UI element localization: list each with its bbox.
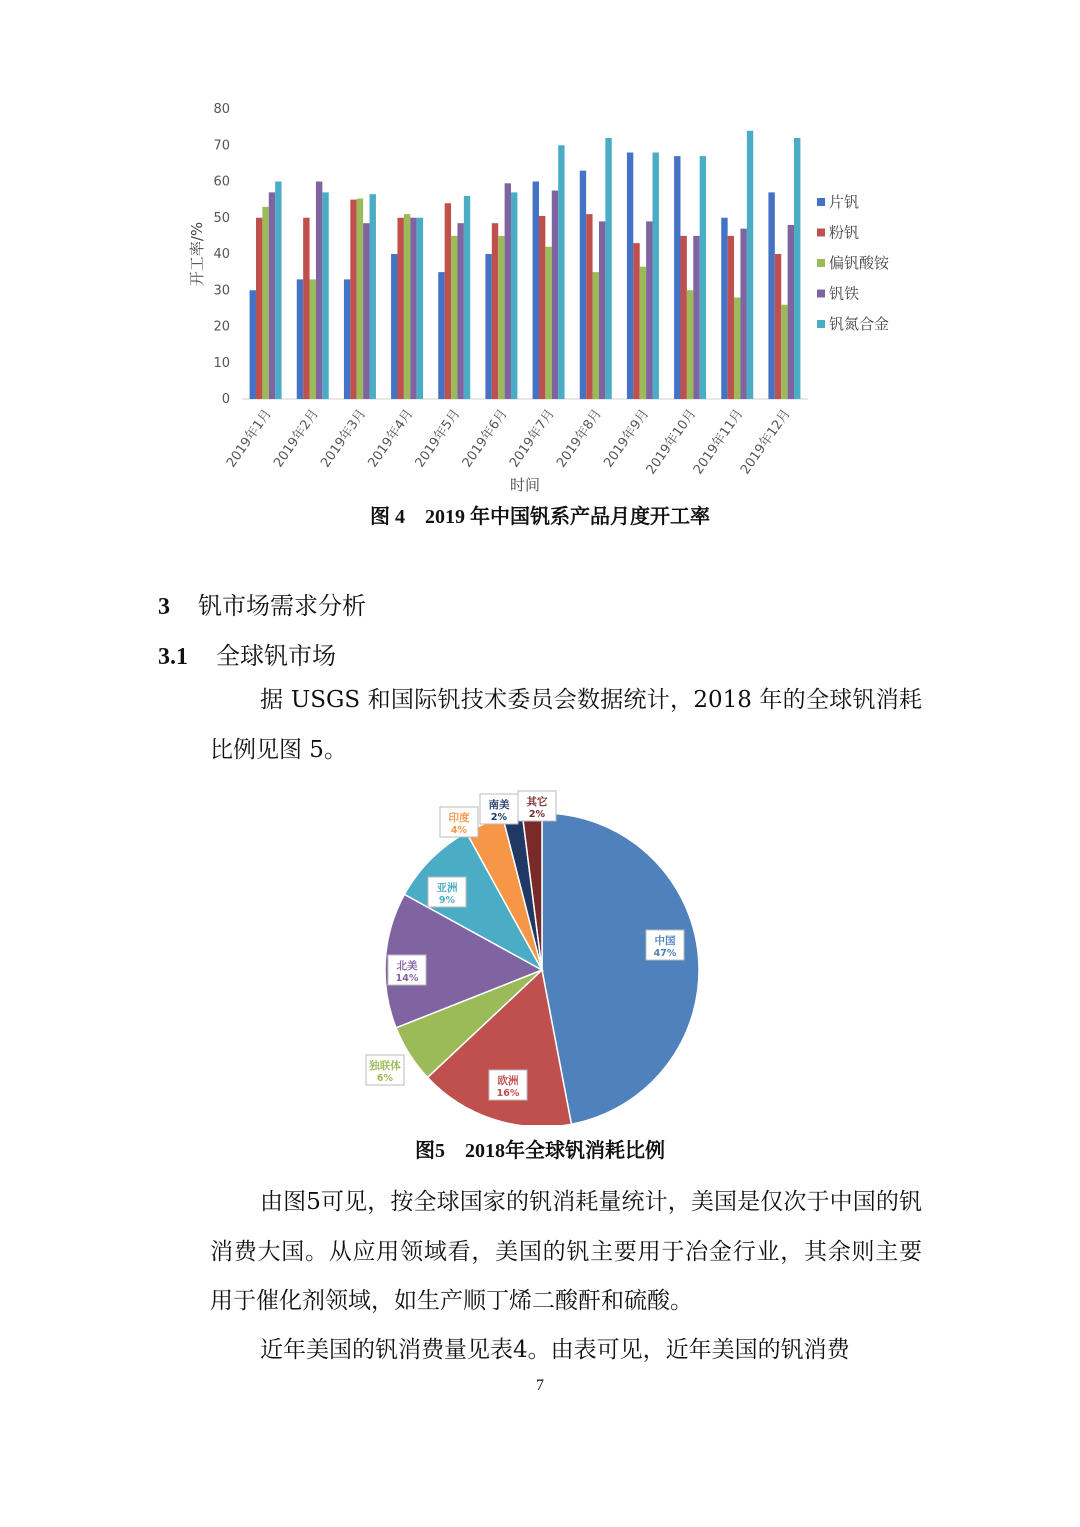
bar-偏钒酸铵: [687, 290, 693, 399]
bar-钒氮合金: [700, 156, 706, 399]
bar-偏钒酸铵: [640, 267, 646, 399]
pie-label-独联体: 独联体: [369, 1060, 401, 1072]
bar-片钒: [721, 218, 727, 399]
y-axis-title: 开工率/%: [188, 221, 206, 287]
bar-钒铁: [693, 236, 699, 399]
x-tick-label: 2019年11月: [690, 406, 747, 478]
x-tick-label: 2019年8月: [554, 406, 606, 471]
x-tick-label: 2019年4月: [365, 406, 417, 471]
bar-钒氮合金: [511, 192, 517, 399]
legend-label: 钒铁: [829, 284, 860, 303]
bar-钒铁: [316, 182, 322, 400]
paragraph-3: 近年美国的钒消费量见表4。由表可见，近年美国的钒消费: [260, 1337, 850, 1363]
bar-钒氮合金: [275, 182, 281, 400]
bar-粉钒: [633, 243, 639, 399]
y-tick-label: 80: [213, 102, 230, 117]
pie-label-欧洲: 欧洲: [497, 1075, 519, 1087]
bar-片钒: [580, 171, 586, 399]
legend-swatch: [817, 320, 825, 328]
pie-pct-欧洲: 16%: [496, 1088, 520, 1099]
pie-pct-其它: 2%: [528, 809, 546, 820]
bar-偏钒酸铵: [451, 236, 457, 399]
bar-钒氮合金: [605, 138, 611, 399]
bar-偏钒酸铵: [310, 279, 316, 399]
figure5-pie-chart: [350, 785, 730, 1125]
pie-label-南美: 南美: [488, 799, 510, 811]
section-3-1-number: 3.1: [158, 644, 188, 670]
y-tick-label: 0: [221, 392, 230, 407]
legend-swatch: [817, 290, 825, 298]
legend-swatch: [817, 229, 825, 237]
y-tick-label: 70: [213, 138, 230, 154]
bar-钒氮合金: [464, 196, 470, 399]
bar-片钒: [485, 254, 491, 399]
bar-粉钒: [397, 218, 403, 399]
bar-钒氮合金: [322, 192, 328, 399]
x-axis-title: 时间: [509, 476, 541, 494]
bar-粉钒: [539, 216, 545, 399]
bar-粉钒: [445, 203, 451, 399]
y-tick-label: 60: [213, 174, 230, 190]
y-tick-label: 50: [213, 210, 230, 226]
legend-label: 粉钒: [829, 223, 860, 242]
x-tick-label: 2019年2月: [271, 406, 323, 471]
bar-片钒: [438, 272, 444, 399]
bar-钒氮合金: [370, 194, 376, 399]
bar-片钒: [768, 192, 774, 399]
bar-偏钒酸铵: [545, 247, 551, 399]
paragraph-1: 据 USGS 和国际钒技术委员会数据统计，2018 年的全球钒消耗比例见图 5。: [210, 687, 922, 763]
bar-片钒: [250, 290, 256, 399]
section-3-title: 钒市场需求分析: [198, 592, 366, 620]
pie-pct-北美: 14%: [395, 973, 419, 984]
bar-钒氮合金: [794, 138, 800, 399]
pie-label-中国: 中国: [654, 935, 676, 947]
bar-片钒: [391, 254, 397, 399]
y-tick-label: 10: [213, 355, 230, 371]
bar-钒铁: [457, 223, 463, 399]
bar-钒氮合金: [417, 218, 423, 399]
bar-钒铁: [646, 221, 652, 399]
bar-偏钒酸铵: [781, 305, 787, 399]
bar-钒铁: [740, 229, 746, 399]
legend-swatch: [817, 198, 825, 206]
bar-粉钒: [775, 254, 781, 399]
legend-swatch: [817, 259, 825, 267]
bar-粉钒: [680, 236, 686, 399]
bar-钒铁: [788, 225, 794, 399]
pie-pct-独联体: 6%: [376, 1073, 394, 1084]
bar-片钒: [533, 182, 539, 400]
x-tick-label: 2019年1月: [223, 406, 275, 471]
x-tick-label: 2019年9月: [601, 406, 653, 471]
bar-粉钒: [256, 218, 262, 399]
pie-pct-南美: 2%: [490, 812, 508, 823]
page-number: 7: [536, 1377, 544, 1394]
pie-label-其它: 其它: [526, 796, 548, 808]
figure5-caption: 图5 2018年全球钒消耗比例: [415, 1140, 665, 1162]
bar-钒铁: [363, 223, 369, 399]
bar-粉钒: [350, 200, 356, 399]
pie-pct-印度: 4%: [450, 825, 468, 836]
pie-label-印度: 印度: [448, 812, 470, 824]
bar-片钒: [297, 279, 303, 399]
bar-偏钒酸铵: [593, 272, 599, 399]
pie-slice-中国: [542, 813, 699, 1124]
bar-片钒: [344, 279, 350, 399]
x-tick-label: 2019年7月: [506, 406, 558, 471]
bar-钒氮合金: [558, 145, 564, 399]
x-tick-label: 2019年3月: [318, 406, 370, 471]
bar-偏钒酸铵: [262, 207, 268, 399]
bar-偏钒酸铵: [357, 199, 363, 399]
bar-粉钒: [492, 223, 498, 399]
y-tick-label: 20: [213, 319, 230, 335]
x-tick-label: 2019年6月: [459, 406, 511, 471]
bar-粉钒: [586, 214, 592, 399]
y-tick-label: 30: [213, 283, 230, 299]
y-tick-label: 40: [213, 247, 230, 262]
section-3-number: 3: [158, 594, 170, 620]
bar-粉钒: [728, 236, 734, 399]
paragraph-2: 由图5可见，按全球国家的钒消耗量统计，美国是仅次于中国的钒消费大国。从应用领域看，美国的钒主要用于冶金行业，其余则主要用于催化剂领域，如生产顺丁烯二酸酐和硫酸。: [210, 1189, 922, 1314]
section-3-1-heading: [158, 636, 336, 671]
pie-label-北美: 北美: [396, 960, 418, 972]
pie-pct-亚洲: 9%: [438, 895, 456, 906]
x-tick-label: 2019年5月: [412, 406, 464, 471]
bar-钒铁: [269, 192, 275, 399]
bar-钒铁: [410, 218, 416, 399]
section-3-heading: [158, 586, 366, 621]
legend-label: 片钒: [829, 193, 860, 211]
bar-粉钒: [303, 218, 309, 399]
x-tick-label: 2019年10月: [643, 406, 700, 478]
bar-偏钒酸铵: [404, 214, 410, 399]
bar-片钒: [627, 153, 633, 400]
bar-钒氮合金: [747, 131, 753, 399]
bar-片钒: [674, 156, 680, 399]
figure4-bar-chart: [180, 92, 910, 497]
bar-钒铁: [599, 221, 605, 399]
bar-钒铁: [505, 183, 511, 399]
bar-偏钒酸铵: [498, 236, 504, 399]
pie-label-亚洲: 亚洲: [436, 882, 458, 894]
bar-钒氮合金: [653, 153, 659, 400]
legend-label: 偏钒酸铵: [829, 254, 890, 272]
figure4-caption: 图 4 2019 年中国钒系产品月度开工率: [370, 506, 710, 528]
pie-pct-中国: 47%: [653, 948, 677, 959]
bar-钒铁: [552, 191, 558, 399]
x-tick-label: 2019年12月: [738, 406, 794, 478]
bar-偏钒酸铵: [734, 298, 740, 400]
legend-label: 钒氮合金: [829, 315, 890, 333]
section-3-1-title: 全球钒市场: [216, 642, 336, 670]
